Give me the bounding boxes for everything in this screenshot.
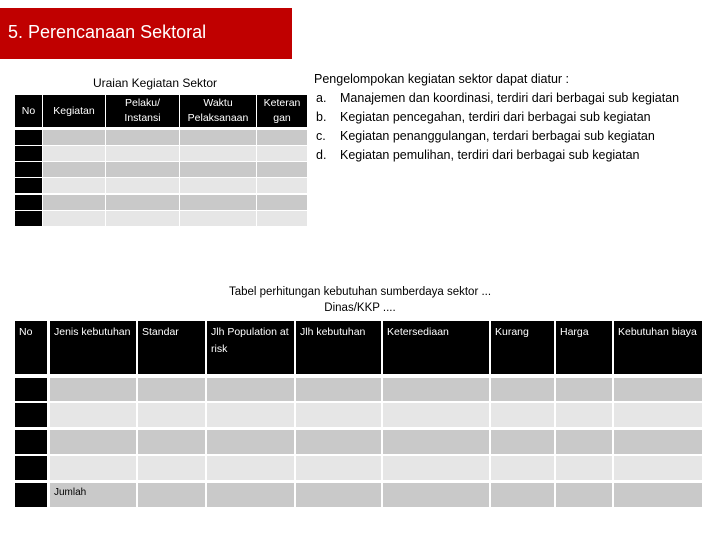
- list-marker: b.: [316, 110, 327, 124]
- table-cell: [614, 456, 702, 480]
- list-marker: a.: [316, 91, 327, 105]
- table-cell: [50, 403, 136, 427]
- table-cell: [180, 146, 256, 161]
- resource-header-harga: Harga: [556, 321, 612, 374]
- table-cell: [50, 378, 136, 401]
- table-cell: [138, 430, 205, 454]
- list-item: [314, 108, 714, 127]
- table-cell: [43, 130, 105, 145]
- resource-header-population: Jlh Population at risk: [207, 321, 294, 374]
- table-cell: [106, 162, 179, 177]
- table-cell: [43, 178, 105, 193]
- grouping-intro: Pengelompokan kegiatan sektor dapat diatur :: [314, 72, 570, 86]
- table-cell: [296, 430, 381, 454]
- row-number-cell: [15, 195, 42, 210]
- list-marker: d.: [316, 148, 327, 162]
- table-cell: [106, 178, 179, 193]
- table-cell: [207, 378, 294, 401]
- table-cell: [383, 378, 489, 401]
- table-cell: [296, 378, 381, 401]
- table-cell: [106, 146, 179, 161]
- activity-header-kegiatan: Kegiatan: [43, 95, 105, 127]
- slide-title: 5. Perencanaan Sektoral: [8, 22, 207, 42]
- resource-header-ketersediaan: Ketersediaan: [383, 321, 489, 374]
- table-cell: [383, 456, 489, 480]
- table-cell: [207, 456, 294, 480]
- table-cell: [180, 130, 256, 145]
- table-cell: [614, 403, 702, 427]
- table-cell: [50, 430, 136, 454]
- resource-header-standar: Standar: [138, 321, 205, 374]
- table-cell: [138, 378, 205, 401]
- list-item-text: Kegiatan pemulihan, terdiri dari berbagai sub kegiatan: [340, 148, 640, 162]
- table-cell: [207, 483, 294, 507]
- resource-header-jlh-kebutuhan: Jlh kebutuhan: [296, 321, 381, 374]
- table-cell: [43, 195, 105, 210]
- table-cell: [180, 211, 256, 226]
- list-item-text: Kegiatan pencegahan, terdiri dari berbagai sub kegiatan: [340, 110, 651, 124]
- table-cell: [556, 483, 612, 507]
- row-number-cell: [15, 178, 42, 193]
- list-item: [314, 89, 714, 108]
- resource-table-caption-line1: Tabel perhitungan kebutuhan sumberdaya sektor ...: [228, 286, 492, 298]
- table-cell: [43, 211, 105, 226]
- table-cell: [491, 483, 554, 507]
- activity-header-no: No: [15, 95, 42, 127]
- table-cell: [383, 430, 489, 454]
- table-cell: [43, 162, 105, 177]
- table-cell: [43, 146, 105, 161]
- grouping-list: [314, 70, 714, 165]
- resource-header-kebutuhan-biaya: Kebutuhan biaya: [614, 321, 702, 374]
- row-number-cell: [15, 430, 47, 454]
- list-item: [314, 146, 714, 165]
- table-cell: [138, 456, 205, 480]
- table-cell: [257, 146, 307, 161]
- table-cell: [207, 403, 294, 427]
- table-cell: [50, 456, 136, 480]
- row-number-cell: [15, 146, 42, 161]
- table-cell: [556, 430, 612, 454]
- resource-header-kurang: Kurang: [491, 321, 554, 374]
- table-cell: [257, 162, 307, 177]
- table-cell: [614, 430, 702, 454]
- total-label-cell: Jumlah: [50, 483, 136, 507]
- resource-table-caption-line2: Dinas/KKP ....: [324, 302, 396, 314]
- table-cell: [180, 178, 256, 193]
- table-cell: [491, 430, 554, 454]
- table-cell: [556, 403, 612, 427]
- row-number-cell: [15, 162, 42, 177]
- table-cell: [556, 378, 612, 401]
- activity-header-keterangan: Keteran gan: [257, 95, 307, 127]
- table-cell: [383, 483, 489, 507]
- activity-header-pelaku: Pelaku/ Instansi: [106, 95, 179, 127]
- table-cell: [257, 178, 307, 193]
- table-cell: [257, 130, 307, 145]
- table-cell: [257, 211, 307, 226]
- resource-header-no: No: [15, 321, 47, 374]
- list-marker: c.: [316, 129, 326, 143]
- table-cell: [257, 195, 307, 210]
- table-cell: [138, 403, 205, 427]
- table-cell: [491, 403, 554, 427]
- row-number-cell: [15, 456, 47, 480]
- table-cell: [296, 403, 381, 427]
- table-cell: [383, 403, 489, 427]
- row-number-cell: [15, 378, 47, 401]
- row-number-cell: [15, 130, 42, 145]
- table-cell: [138, 483, 205, 507]
- list-item: [314, 127, 714, 146]
- table-cell: [296, 483, 381, 507]
- table-cell: [296, 456, 381, 480]
- activity-table-caption: Uraian Kegiatan Sektor: [92, 76, 218, 90]
- table-cell: [614, 483, 702, 507]
- table-cell: [106, 211, 179, 226]
- table-cell: [614, 378, 702, 401]
- list-item-text: Manajemen dan koordinasi, terdiri dari berbagai sub kegiatan: [340, 91, 680, 105]
- resource-header-jenis: Jenis kebutuhan: [50, 321, 136, 374]
- table-cell: [106, 130, 179, 145]
- row-number-cell: [15, 211, 42, 226]
- table-cell: [180, 162, 256, 177]
- row-number-cell: [15, 483, 47, 507]
- table-cell: [180, 195, 256, 210]
- row-number-cell: [15, 403, 47, 427]
- activity-header-waktu: Waktu Pelaksanaan: [180, 95, 256, 127]
- list-item-text: Kegiatan penanggulangan, terdari berbagai sub kegiatan: [340, 129, 655, 143]
- table-cell: [491, 456, 554, 480]
- table-cell: [106, 195, 179, 210]
- slide-title-bar: [0, 8, 292, 59]
- table-cell: [491, 378, 554, 401]
- table-cell: [207, 430, 294, 454]
- table-cell: [556, 456, 612, 480]
